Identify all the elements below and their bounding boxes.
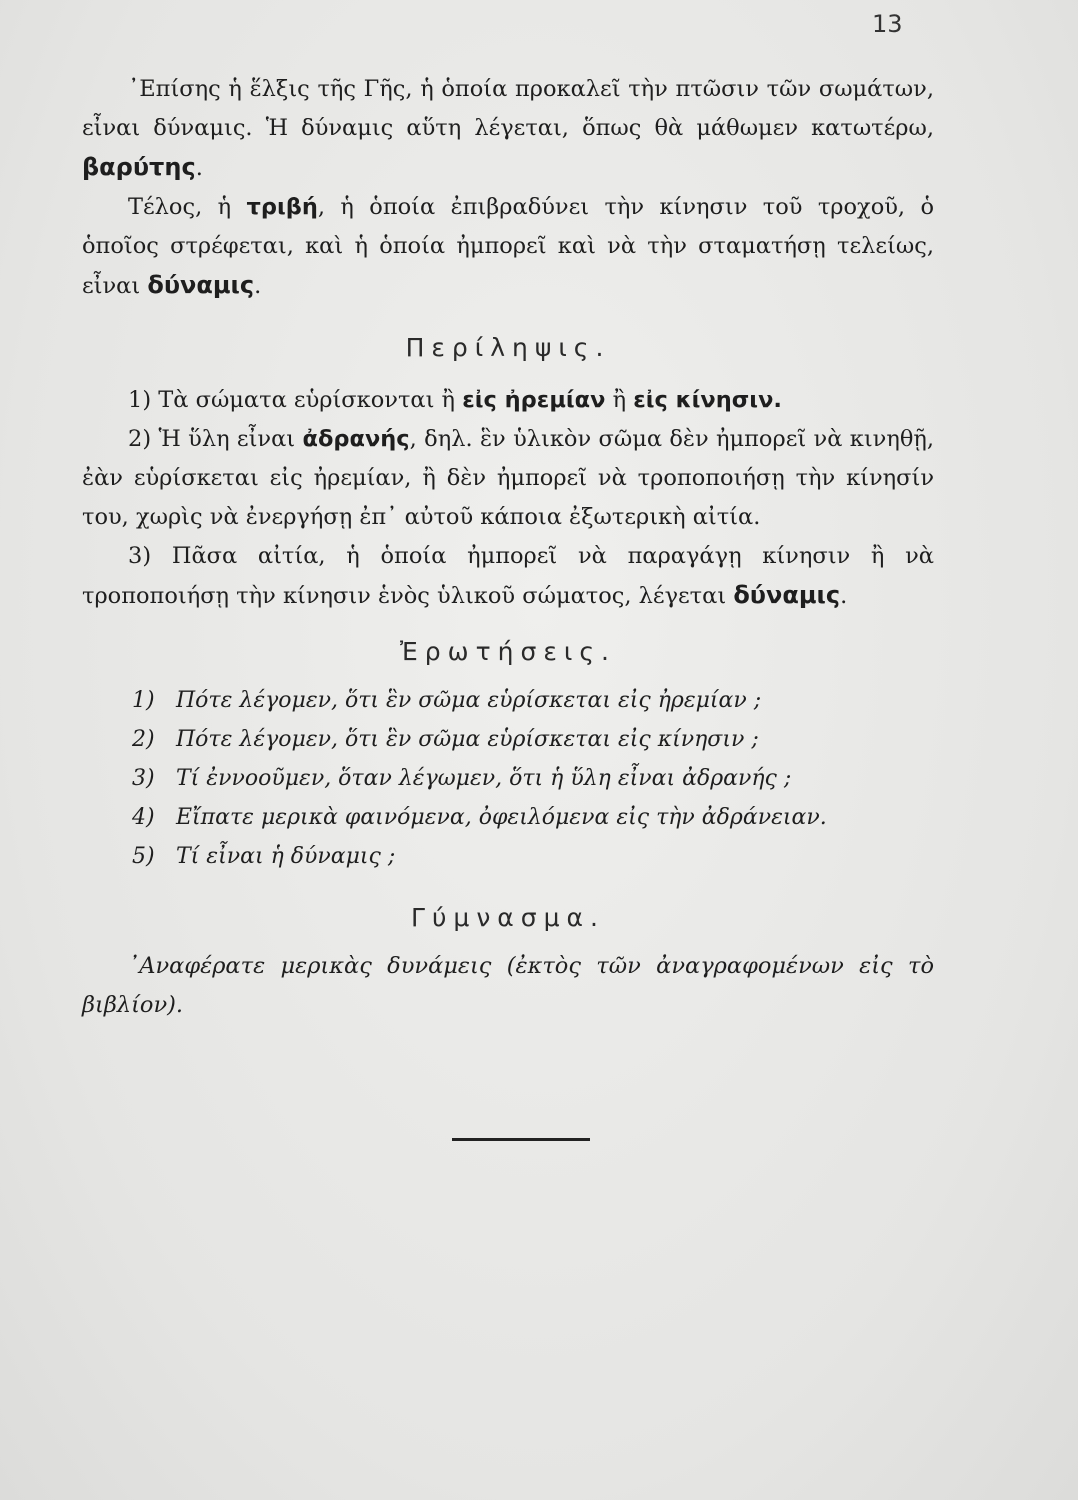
summary-heading: Περίληψις. bbox=[405, 333, 611, 362]
bold-term-adranis: ἀδρανής bbox=[302, 426, 410, 452]
question-item: 4) Εἴπατε μερικὰ φαινόμενα, ὀφειλόμενα εἰς τὴν ἀδράνειαν. bbox=[132, 805, 827, 830]
question-item: 3) Τί ἐννοοῦμεν, ὅταν λέγωμεν, ὅτι ἡ ὕλη εἶναι ἀδρανής ; bbox=[132, 766, 792, 791]
question-item: 5) Τί εἶναι ἡ δύναμις ; bbox=[132, 844, 396, 869]
page-number: 13 bbox=[872, 10, 903, 38]
page-body bbox=[82, 70, 934, 1025]
bold-term-varytis: βαρύτης bbox=[82, 153, 196, 181]
summary-item-3: 3) Πᾶσα αἰτία, ἡ ὁποία ἠμπορεῖ νὰ παραγάγῃ κίνησιν ἢ νὰ τροποποιήσῃ τὴν κίνησιν ἑνὸς ὑλικοῦ σώματος, λέγεται δύναμις. bbox=[82, 543, 934, 609]
summary-item-2: 2) Ἡ ὕλη εἶναι ἀδρανής, δηλ. ἓν ὑλικὸν σῶμα δὲν ἠμπορεῖ νὰ κινηθῇ, ἐὰν εὑρίσκεται εἰς ἠρεμίαν, ἢ δὲν ἠμπορεῖ νὰ τροποποιήσῃ τὴν κίνησίν του, χωρὶς νὰ ἐνεργήσῃ ἐπ᾿ αὐτοῦ κάποια ἐξωτερικὴ αἰτία. bbox=[82, 426, 935, 530]
bold-term-dynamis: δύναμις bbox=[147, 271, 255, 299]
section-divider-rule bbox=[452, 1138, 590, 1141]
summary-item-1: 1) Τὰ σώματα εὑρίσκονται ἢ εἰς ἠρεμίαν ἢ εἰς κίνησιν. bbox=[128, 387, 782, 413]
question-item: 2) Πότε λέγομεν, ὅτι ἓν σῶμα εὑρίσκεται εἰς κίνησιν ; bbox=[132, 727, 759, 752]
intro-paragraph-2: Τέλος, ἡ τριβή, ἡ ὁποία ἐπιβραδύνει τὴν κίνησιν τοῦ τροχοῦ, ὁ ὁποῖος στρέφεται, καὶ ἡ ὁποία ἠμπορεῖ καὶ νὰ τὴν σταματήσῃ τελείως, εἶναι δύναμις. bbox=[82, 194, 935, 299]
exercise-text: ᾿Αναφέρατε μερικὰς δυνάμεις (ἐκτὸς τῶν ἀναγραφομένων εἰς τὸ βιβλίον). bbox=[82, 953, 934, 1018]
question-item: 1) Πότε λέγομεν, ὅτι ἓν σῶμα εὑρίσκεται εἰς ἠρεμίαν ; bbox=[132, 688, 762, 713]
bold-term-trivi: τριβή bbox=[246, 194, 318, 220]
exercise-heading: Γύμνασμα. bbox=[411, 903, 605, 932]
intro-paragraph-1: ᾿Επίσης ἡ ἕλξις τῆς Γῆς, ἡ ὁποία προκαλεῖ τὴν πτῶσιν τῶν σωμάτων, εἶναι δύναμις. Ἡ δύναμις αὕτη λέγεται, ὅπως θὰ μάθωμεν κατωτέρω, βαρύτης. bbox=[82, 76, 934, 181]
questions-heading: Ἐρωτήσεις. bbox=[400, 637, 616, 666]
